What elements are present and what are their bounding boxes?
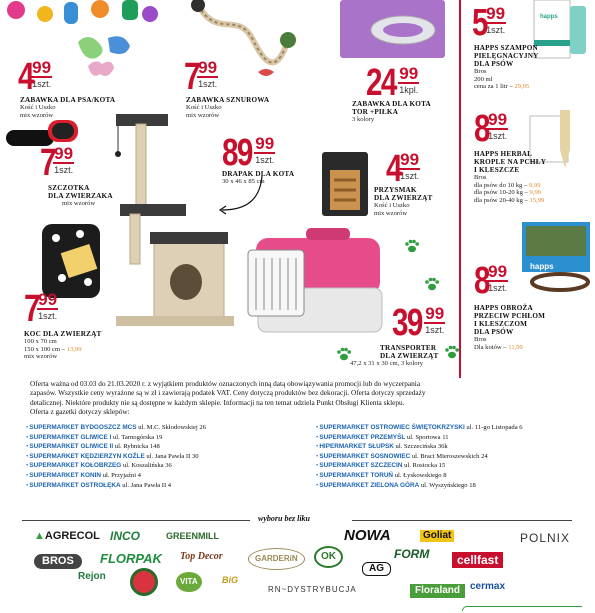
price: 7 99 1szt. bbox=[24, 288, 58, 330]
nowa-logo: NOWA bbox=[344, 527, 391, 544]
paw-icon bbox=[424, 276, 440, 292]
price: 39 99 1szt. bbox=[392, 302, 445, 344]
product-desc: 30 x 46 x 85 cm bbox=[222, 178, 265, 185]
pet-carrier-image bbox=[246, 228, 386, 340]
ok-logo: OK bbox=[314, 546, 343, 568]
store-name: SUPERMARKET SZCZECIN bbox=[319, 462, 403, 470]
price: 24 99 1kpl. bbox=[366, 62, 419, 104]
store-name: SUPERMARKET OSTROŁĘKA bbox=[29, 481, 121, 489]
wybor-label: wyboru bez liku bbox=[258, 514, 311, 523]
store-name: SUPERMARKET BYDGOSZCZ MCS bbox=[29, 424, 137, 431]
corner-mark bbox=[462, 606, 582, 611]
column-divider bbox=[459, 0, 461, 378]
store-address: ul. Braci Mieroszewskich 24 bbox=[411, 452, 488, 460]
store-address: ul. Łyskowskiego 8 bbox=[394, 472, 447, 479]
store-address: ul. Rostocka 15 bbox=[404, 462, 446, 470]
store-item: •SUPERMARKET KĘDZIERZYN KOŹLE ul. Jana Pawła II 30 bbox=[26, 452, 199, 460]
store-item: •SUPERMARKET SZCZECIN ul. Rostocka 15 bbox=[316, 462, 446, 470]
floraland-logo: Floraland bbox=[410, 584, 465, 598]
ag-logo: AG bbox=[362, 562, 391, 576]
product-desc: Kość i Uszko mix wzorów bbox=[20, 104, 56, 119]
product-title: DRAPAK DLA KOTA bbox=[222, 170, 295, 178]
price: 4 99 1szt. bbox=[18, 56, 52, 98]
store-name: SUPERMARKET GLIWICE I bbox=[29, 433, 112, 441]
rn-dystrybucja-logo: RN~DYSTRYBUCJA bbox=[268, 585, 357, 594]
bros-logo: BROS bbox=[34, 554, 82, 569]
florpak-logo: FLORPAK bbox=[100, 551, 162, 566]
store-address: ul. M.C. Skłodowskiej 26 bbox=[138, 424, 206, 431]
product-title: ZABAWKA DLA KOTA TOR +PIŁKA bbox=[352, 100, 431, 116]
store-name: HIPERMARKET SŁUPSK bbox=[319, 443, 394, 451]
product-title: HAPPS OBROŻA PRZECIW PCHŁOM I KLESZCZOM DLA PSÓW bbox=[474, 304, 546, 336]
product-desc: Kość i Uszko mix wzorów bbox=[374, 202, 410, 217]
store-name: SUPERMARKET GLIWICE II bbox=[29, 443, 114, 451]
product-title: HAPPS HERBAL KROPLE NA PCHŁY I KLESZCZE bbox=[474, 150, 547, 174]
cellfast-logo: cellfast bbox=[452, 552, 503, 568]
form-logo: FORM bbox=[394, 547, 430, 561]
price: 89 99 1szt. bbox=[222, 132, 275, 174]
store-name: SUPERMARKET SOSNOWIEC bbox=[319, 452, 411, 460]
store-name: SUPERMARKET KOŁOBRZEG bbox=[29, 462, 122, 470]
store-address: ul. Jana Pawła II 4 bbox=[122, 481, 172, 489]
big-logo: BiG bbox=[222, 575, 239, 585]
store-item: •SUPERMARKET TORUŃ ul. Łyskowskiego 8 bbox=[316, 472, 447, 479]
store-name: SUPERMARKET KONIN bbox=[29, 472, 102, 479]
store-item: •SUPERMARKET OSTROŁĘKA ul. Jana Pawła II 4 bbox=[26, 481, 172, 489]
store-name: SUPERMARKET OSTROWIEC ŚWIĘTOKRZYSKI bbox=[319, 424, 465, 431]
price: 4 99 1szt. bbox=[386, 148, 420, 190]
agrecol-logo: ▲AGRECOL bbox=[34, 530, 100, 542]
product-title: KOC DLA ZWIERZĄT bbox=[24, 330, 102, 338]
topdecor-logo: Top Decor bbox=[180, 551, 223, 562]
store-item: •SUPERMARKET ZIELONA GÓRA ul. Wyszyńskiego 18 bbox=[316, 481, 476, 489]
product-desc: Bros dla psów do 10 kg – 9,99 dla psów 10-20 kg – 9,99 dla psów 20-40 kg – 15,99 bbox=[474, 174, 545, 204]
product-title: PRZYSMAK DLA ZWIERZĄT bbox=[374, 186, 433, 202]
store-item: •SUPERMARKET BYDGOSZCZ MCS ul. M.C. Skłodowskiej 26 bbox=[26, 424, 206, 431]
store-name: SUPERMARKET ZIELONA GÓRA bbox=[319, 481, 420, 489]
store-item: •SUPERMARKET GLIWICE II ul. Rybnicka 148 bbox=[26, 443, 160, 451]
store-item: •SUPERMARKET KONIN ul. Przyjaźni 4 bbox=[26, 472, 141, 479]
store-name: SUPERMARKET TORUŃ bbox=[319, 472, 394, 479]
store-address: ul. Tarnogórska 19 bbox=[112, 433, 163, 441]
goliat-logo: Goliat bbox=[420, 530, 454, 542]
store-item: •HIPERMARKET SŁUPSK ul. Szczecińska 36k bbox=[316, 443, 448, 451]
store-item: •SUPERMARKET KOŁOBRZEG ul. Koszalińska 36 bbox=[26, 462, 172, 470]
product-title: HAPPS SZAMPON PIELĘGNACYJNY DLA PSÓW bbox=[474, 44, 539, 68]
store-name: SUPERMARKET KĘDZIERZYN KOŹLE bbox=[29, 452, 145, 460]
inco-logo: INCO bbox=[110, 529, 140, 543]
price: 5 99 1szt. bbox=[472, 2, 506, 44]
price: 8 99 1szt. bbox=[474, 260, 508, 302]
product-desc: Bros 200 ml cena za 1 litr – 29,95 bbox=[474, 68, 530, 91]
product-desc: 3 kolory bbox=[352, 116, 375, 123]
cat-toy-image bbox=[338, 0, 453, 62]
polnix-logo: POLNIX bbox=[520, 531, 571, 545]
price: 8 99 1szt. bbox=[474, 108, 508, 150]
product-title: ZABAWKA SZNUROWA bbox=[186, 96, 270, 104]
shampoo-image bbox=[530, 0, 592, 60]
treats-image bbox=[320, 150, 372, 220]
store-item: •SUPERMARKET GLIWICE I ul. Tarnogórska 19 bbox=[26, 433, 163, 441]
collar-image bbox=[520, 222, 592, 292]
store-address: ul. Koszalińska 36 bbox=[122, 462, 172, 470]
store-name: SUPERMARKET PRZEMYŚL bbox=[319, 433, 406, 441]
store-item: •SUPERMARKET SOSNOWIEC ul. Braci Mieroszewskich 24 bbox=[316, 452, 488, 460]
store-item: •SUPERMARKET PRZEMYŚL ul. Sportowa 11 bbox=[316, 433, 449, 441]
paw-icon bbox=[444, 344, 460, 360]
product-desc: mix wzorów bbox=[62, 200, 96, 207]
divider bbox=[352, 520, 572, 521]
product-desc: 100 x 70 cm 150 x 100 cm – 13,99 mix wzorów bbox=[24, 338, 82, 361]
store-address: ul. Jana Pawła II 30 bbox=[146, 452, 199, 460]
store-address: ul. 11-go Listopada 6 bbox=[466, 424, 523, 431]
vita-logo: VITA bbox=[176, 572, 202, 592]
store-address: ul. Wyszyńskiego 18 bbox=[420, 481, 476, 489]
product-desc: Kość i Uszko mix wzorów bbox=[186, 104, 222, 119]
store-address: ul. Przyjaźni 4 bbox=[102, 472, 141, 479]
store-address: ul. Rybnicka 148 bbox=[114, 443, 160, 451]
garderin-logo: GARDERiN bbox=[248, 548, 305, 570]
blanket-image bbox=[40, 222, 110, 300]
product-title: TRANSPORTER DLA ZWIERZĄT bbox=[380, 344, 439, 360]
store-item: •SUPERMARKET OSTROWIEC ŚWIĘTOKRZYSKI ul. 11-go Listopada 6 bbox=[316, 424, 523, 431]
price: 7 99 1szt. bbox=[184, 56, 218, 98]
greenmill-logo: GREENMILL bbox=[166, 531, 219, 541]
cermax-logo: cermax bbox=[470, 581, 506, 592]
store-address: ul. Szczecińska 36k bbox=[395, 443, 448, 451]
rejon-logo: Rejon bbox=[78, 571, 106, 582]
shampoo-brand-label: happs bbox=[540, 14, 558, 20]
product-desc: Bros Dla kotów – 11,99 bbox=[474, 336, 523, 351]
product-title: SZCZOTKA DLA ZWIERZAKA bbox=[48, 184, 113, 200]
collar-brand-label: happs bbox=[530, 262, 554, 271]
store-address: ul. Sportowa 11 bbox=[406, 433, 449, 441]
divider bbox=[22, 520, 250, 521]
product-desc: 47,2 x 31 x 30 cm, 3 kolory bbox=[350, 360, 424, 367]
paw-icon bbox=[404, 238, 420, 254]
rose-logo bbox=[130, 568, 158, 596]
offer-info: Oferta ważna od 03.03 do 21.03.2020 r. z wyjątkiem produktów oznaczonych inną datą obowiązywania promocji lub do wyczerpania zapasów. Wszystkie ceny wyrażone są w zł i zawierają podatek VAT. Ceny dotyczą produktów bez dekoracji. Oferta dotyczy sprzedaży detalicznej. Niektóre produkty nie są dostępne w każdym sklepie. Informacji na ten temat udziela Punkt Obsługi Klienta sklepu. Oferta z gazetki dotyczy sklepów: bbox=[30, 379, 426, 416]
product-title: ZABAWKA DLA PSA/KOTA bbox=[20, 96, 116, 104]
price: 7 99 1szt. bbox=[40, 142, 74, 184]
